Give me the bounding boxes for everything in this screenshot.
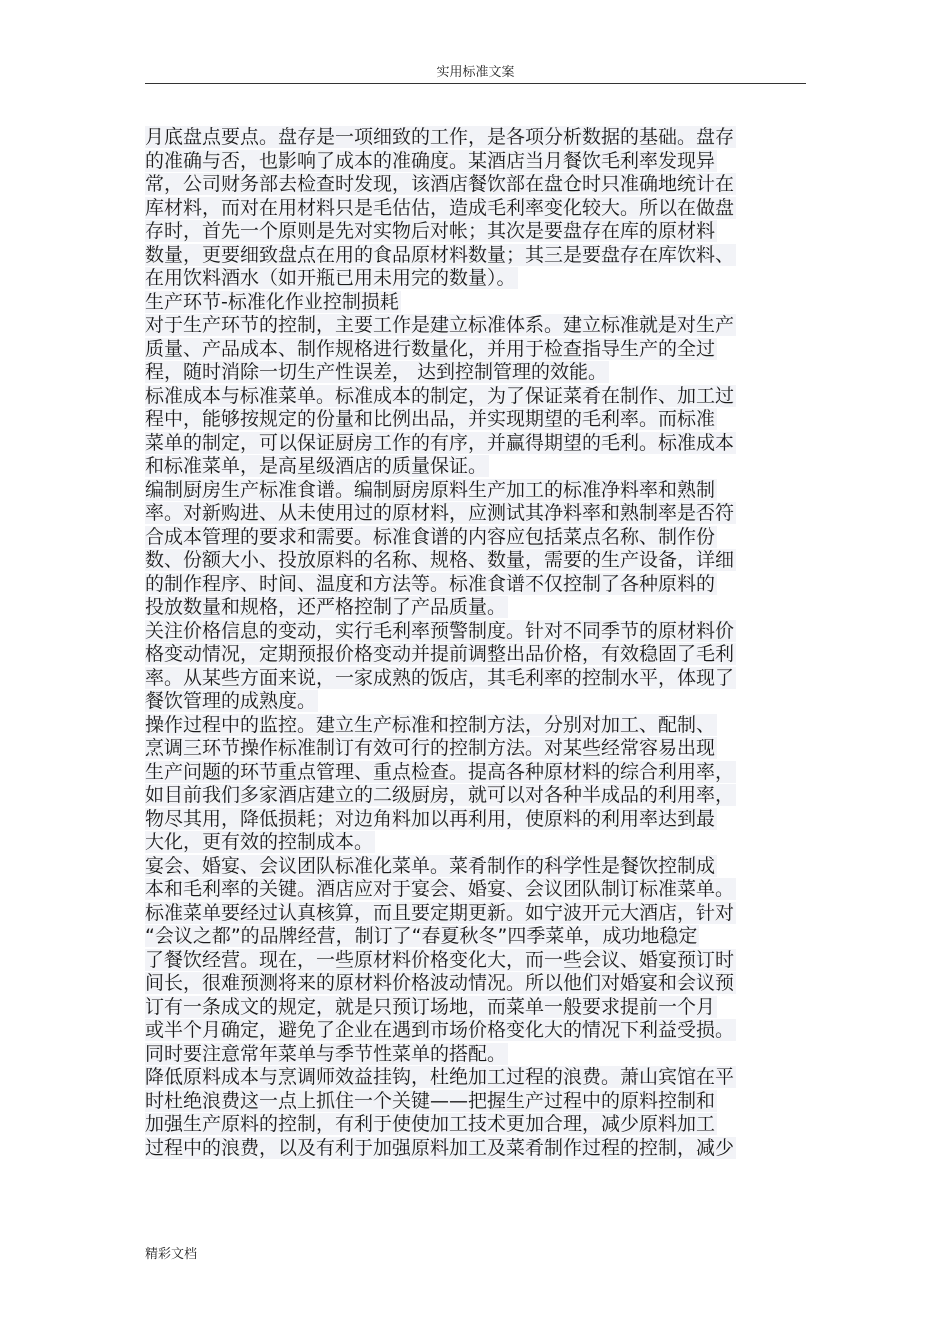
text-line-content: 格变动情况，定期预报价格变动并提前调整出品价格，有效稳固了毛利 [145, 643, 735, 665]
text-line [145, 573, 813, 597]
text-line [145, 291, 813, 315]
text-line [145, 1137, 813, 1161]
text-line [145, 737, 813, 761]
text-line-content: 烹调三环节操作标准制订有效可行的控制方法。对某些经常容易出现 [145, 737, 716, 759]
text-line-content: 降低原料成本与烹调师效益挂钩，杜绝加工过程的浪费。萧山宾馆在平 [145, 1066, 735, 1088]
text-line-content: 生产环节-标准化作业控制损耗 [145, 290, 399, 313]
text-line-content: 在用饮料酒水（如开瓶已用未用完的数量）。 [145, 267, 516, 289]
text-line [145, 314, 813, 338]
text-line-content: 生产问题的环节重点管理、重点检查。提高各种原材料的综合利用率， [145, 760, 735, 783]
text-line-content: 同时要注意常年菜单与季节性菜单的搭配。 [145, 1042, 507, 1065]
text-line-content: 了餐饮经营。现在，一些原材料价格变化大，而一些会议、婚宴预订时 [145, 948, 735, 971]
text-line-content: 过程中的浪费，以及有利于加强原料加工及菜肴制作过程的控制，减少 [145, 1136, 735, 1159]
text-line [145, 784, 813, 808]
text-line [145, 949, 813, 973]
header-divider [145, 83, 806, 84]
text-line-content: 存时，首先一个原则是先对实物后对帐；其次是要盘存在库的原材料 [145, 220, 716, 242]
text-line-content: 加强生产原料的控制，有利于使使加工技术更加合理，减少原料加工 [145, 1113, 716, 1135]
text-line [145, 902, 813, 926]
text-line [145, 714, 813, 738]
text-line [145, 761, 813, 785]
text-line [145, 620, 813, 644]
text-line-content: 投放数量和规格，还严格控制了产品质量。 [145, 596, 507, 618]
text-line [145, 1113, 813, 1137]
text-line [145, 173, 813, 197]
text-line [145, 526, 813, 550]
text-line-content: 月底盘点要点。盘存是一项细致的工作，是各项分析数据的基础。盘存 [145, 126, 735, 148]
text-line-content: 大化，更有效的控制成本。 [145, 831, 374, 853]
text-line [145, 479, 813, 503]
text-line [145, 361, 813, 385]
text-line-content: 操作过程中的监控。建立生产标准和控制方法，分别对加工、配制、 [145, 713, 716, 736]
text-line [145, 549, 813, 573]
text-line [145, 1043, 813, 1067]
text-line-content: 率。对新购进、从未使用过的原材料，应测试其净料率和熟制率是否符 [145, 502, 735, 524]
text-line [145, 267, 813, 291]
text-line [145, 244, 813, 268]
text-line [145, 996, 813, 1020]
text-line-content: 程，随时消除一切生产性误差， 达到控制管理的效能。 [145, 361, 608, 383]
text-line [145, 643, 813, 667]
text-line [145, 690, 813, 714]
text-line [145, 1019, 813, 1043]
text-line-content: 关注价格信息的变动，实行毛利率预警制度。针对不同季节的原材料价 [145, 619, 735, 642]
text-line [145, 197, 813, 221]
text-line [145, 455, 813, 479]
text-line [145, 808, 813, 832]
text-line-content: 率。从某些方面来说，一家成熟的饭店，其毛利率的控制水平，体现了 [145, 666, 735, 689]
text-line-content: 合成本管理的要求和需要。标准食谱的内容应包括菜点名称、制作份 [145, 525, 716, 548]
text-line-content: 间长，很难预测将来的原材料价格波动情况。所以他们对婚宴和会议预 [145, 972, 735, 994]
text-line-content: 标准成本与标准菜单。标准成本的制定，为了保证菜肴在制作、加工过 [145, 384, 735, 407]
text-line [145, 667, 813, 691]
text-line-content: 时杜绝浪费这一点上抓住一个关键——把握生产过程中的原料控制和 [145, 1089, 716, 1112]
page-header-title: 实用标准文案 [436, 65, 515, 80]
text-line [145, 925, 813, 949]
text-line-content: 编制厨房生产标准食谱。编制厨房原料生产加工的标准净料率和熟制 [145, 478, 716, 501]
text-line-content: 常，公司财务部去检查时发现，该酒店餐饮部在盘仓时只准确地统计在 [145, 173, 735, 195]
text-line [145, 338, 813, 362]
text-line-content: 数量，更要细致盘点在用的食品原材料数量；其三是要盘存在库饮料、 [145, 243, 735, 266]
text-line [145, 855, 813, 879]
text-line-content: 标准菜单要经过认真核算，而且要定期更新。如宁波开元大酒店，针对 [145, 901, 735, 924]
text-line-content: “会议之都”的品牌经营，制订了“春夏秋冬”四季菜单，成功地稳定 [145, 925, 698, 947]
text-line-content: 订有一条成文的规定，就是只预订场地，而菜单一般要求提前一个月 [145, 995, 716, 1018]
text-line [145, 150, 813, 174]
text-line-content: 或半个月确定，避免了企业在遇到市场价格变化大的情况下利益受损。 [145, 1019, 735, 1041]
text-line-content: 库材料，而对在用材料只是毛估估，造成毛利率变化较大。所以在做盘 [145, 196, 735, 219]
text-line-content: 质量、产品成本、制作规格进行数量化，并用于检查指导生产的全过 [145, 337, 716, 360]
text-line-content: 对于生产环节的控制，主要工作是建立标准体系。建立标准就是对生产 [145, 314, 735, 336]
text-line [145, 385, 813, 409]
text-line-content: 的准确与否，也影响了成本的准确度。某酒店当月餐饮毛利率发现异 [145, 149, 716, 172]
text-line-content: 的制作程序、时间、温度和方法等。标准食谱不仅控制了各种原料的 [145, 572, 716, 595]
text-line [145, 408, 813, 432]
text-line [145, 972, 813, 996]
text-line-content: 如目前我们多家酒店建立的二级厨房，就可以对各种半成品的利用率， [145, 784, 735, 806]
text-line-content: 物尽其用，降低损耗；对边角料加以再利用，使原料的利用率达到最 [145, 807, 716, 830]
text-line [145, 502, 813, 526]
text-line-content: 宴会、婚宴、会议团队标准化菜单。菜肴制作的科学性是餐饮控制成 [145, 854, 716, 877]
text-line [145, 1090, 813, 1114]
text-line [145, 1066, 813, 1090]
document-body [145, 126, 813, 1160]
text-line-content: 程中，能够按规定的份量和比例出品，并实现期望的毛利率。而标准 [145, 408, 716, 430]
text-line-content: 餐饮管理的成熟度。 [145, 690, 317, 712]
text-line [145, 596, 813, 620]
text-line-content: 和标准菜单，是高星级酒店的质量保证。 [145, 455, 488, 477]
text-line [145, 126, 813, 150]
text-line-content: 本和毛利率的关键。酒店应对于宴会、婚宴、会议团队制订标准菜单。 [145, 878, 735, 900]
text-line [145, 878, 813, 902]
text-line-content: 菜单的制定，可以保证厨房工作的有序，并赢得期望的毛利。标准成本 [145, 431, 735, 454]
text-line-content: 数、份额大小、投放原料的名称、规格、数量，需要的生产设备，详细 [145, 549, 735, 571]
text-line [145, 220, 813, 244]
text-line [145, 432, 813, 456]
text-line [145, 831, 813, 855]
page-footer-label: 精彩文档 [145, 1247, 198, 1262]
